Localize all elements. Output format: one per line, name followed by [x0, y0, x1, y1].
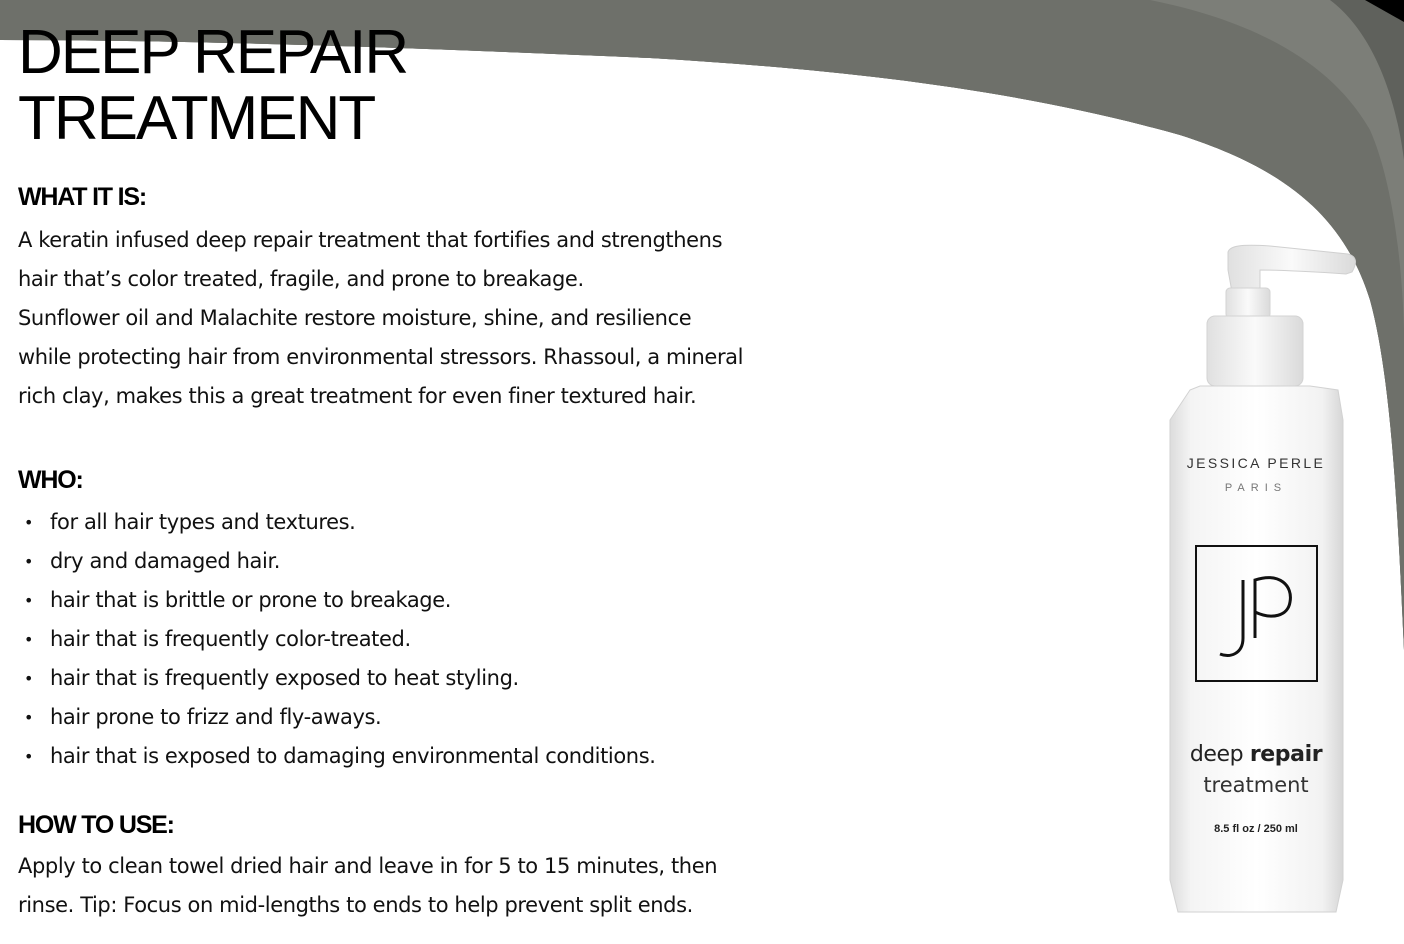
list-item: • dry and damaged hair. — [18, 542, 656, 581]
description-line: A keratin infused deep repair treatment that fortifies and strengthens — [18, 228, 723, 252]
product-name-light: deep — [1189, 742, 1250, 767]
how-to-use-description — [18, 847, 717, 925]
description-line: Sunflower oil and Malachite restore moisture, shine, and resilience — [18, 306, 692, 330]
product-subname: treatment — [1203, 773, 1309, 797]
instruction-line: rinse. Tip: Focus on mid-lengths to ends to help prevent split ends. — [18, 893, 693, 917]
who-list — [18, 503, 656, 776]
who-heading: WHO: — [18, 466, 83, 494]
list-item: • hair that is exposed to damaging environmental conditions. — [18, 737, 656, 776]
what-it-is-description — [18, 221, 743, 416]
how-to-use-heading: HOW TO USE: — [18, 811, 174, 839]
description-line: hair that’s color treated, fragile, and prone to breakage. — [18, 267, 584, 291]
product-bottle-image — [1160, 240, 1360, 920]
list-item: • hair that is frequently color-treated. — [18, 620, 656, 659]
title-line-2: TREATMENT — [18, 84, 375, 153]
description-line: rich clay, makes this a great treatment for even finer textured hair. — [18, 384, 697, 408]
list-item: • hair prone to frizz and fly-aways. — [18, 698, 656, 737]
brand-name: JESSICA PERLE — [1186, 455, 1326, 471]
product-name-bold: repair — [1249, 742, 1323, 767]
product-volume: 8.5 fl oz / 250 ml — [1214, 823, 1298, 835]
page-title — [18, 20, 407, 152]
brand-subtitle: PARIS — [1224, 482, 1288, 494]
list-item: • hair that is brittle or prone to breakage. — [18, 581, 656, 620]
product-name — [1160, 742, 1352, 767]
description-line: while protecting hair from environmental stressors. Rhassoul, a mineral — [18, 345, 744, 369]
list-item: • for all hair types and textures. — [18, 503, 656, 542]
list-item: • hair that is frequently exposed to heat styling. — [18, 659, 656, 698]
title-line-1: DEEP REPAIR — [18, 18, 408, 87]
instruction-line: Apply to clean towel dried hair and leave in for 5 to 15 minutes, then — [18, 854, 718, 878]
jp-monogram-icon — [1195, 545, 1318, 682]
what-it-is-heading: WHAT IT IS: — [18, 183, 146, 211]
